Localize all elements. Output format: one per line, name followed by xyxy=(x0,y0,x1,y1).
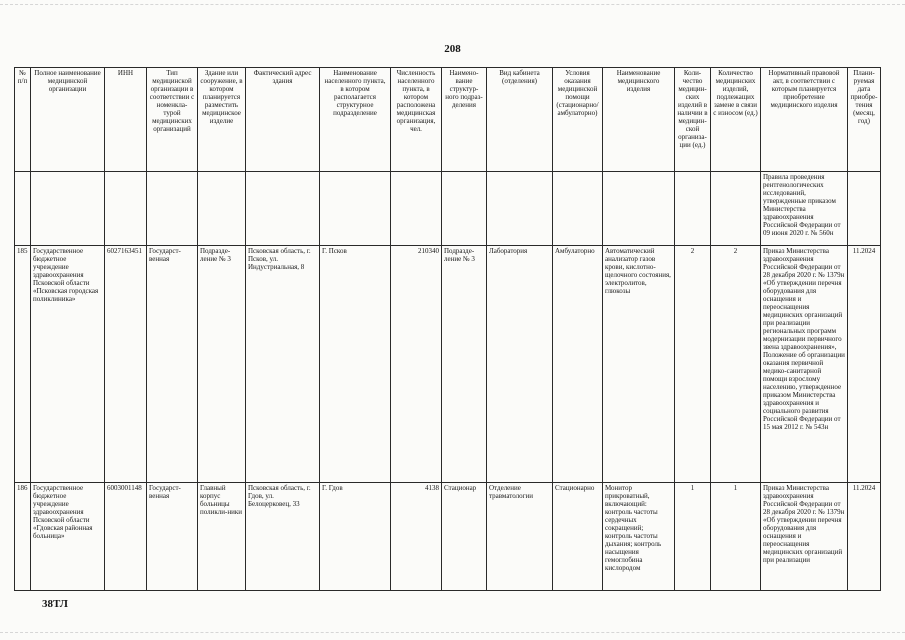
cell-normative-act: Правила проведения рентгенологических исследований, утвержденные приказом Министерства здравоохранения Российской Федерации от 09 июня 2020 г. № 560н xyxy=(761,172,848,246)
cell-settlement: Г. Гдов xyxy=(320,483,391,591)
header-qty-replace: Количество медицинских изделий, подлежащих замене в связи с износом (ед.) xyxy=(711,68,761,172)
cell-type: Государст-венная xyxy=(147,246,198,483)
cell-conditions: Амбулаторно xyxy=(553,246,603,483)
cell-cabinet: Отделение травматологии xyxy=(487,483,553,591)
cell-empty xyxy=(711,172,761,246)
cell-empty xyxy=(391,172,442,246)
header-type: Тип медицинской организации в соответствии с номенкла-турой медицинских организаций xyxy=(147,68,198,172)
cell-device: Монитор прикроватный, включающий: контроль частоты сердечных сокращений; контроль частоты дыхания; контроль насыщения гемоглобина кислородом xyxy=(603,483,675,591)
cell-unit: Стационар xyxy=(442,483,487,591)
scan-edge-bottom xyxy=(0,632,905,633)
page-number: 208 xyxy=(444,43,461,55)
equipment-table xyxy=(14,67,881,591)
cell-conditions: Стационарно xyxy=(553,483,603,591)
header-unit: Наимено-вание структур-ного подраз-деления xyxy=(442,68,487,172)
cell-empty xyxy=(553,172,603,246)
cell-date: 11.2024 xyxy=(848,483,881,591)
cell-qty-replace: 2 xyxy=(711,246,761,483)
cell-qty-replace: 1 xyxy=(711,483,761,591)
cell-org: Государственное бюджетное учреждение здравоохранения Псковской области «Псковская городская поликлиника» xyxy=(31,246,105,483)
table-header-row xyxy=(15,68,881,172)
header-address: Фактический адрес здания xyxy=(246,68,320,172)
cell-address: Псковская область, г. Псков, ул. Индустриальная, 8 xyxy=(246,246,320,483)
cell-org: Государственное бюджетное учреждение здравоохранения Псковской области «Гдовская районная больница» xyxy=(31,483,105,591)
header-inn: ИНН xyxy=(105,68,147,172)
cell-building: Подразде-ление № 3 xyxy=(198,246,246,483)
cell-empty xyxy=(487,172,553,246)
table-row-continuation xyxy=(15,172,881,246)
cell-inn: 6003001148 xyxy=(105,483,147,591)
cell-empty xyxy=(31,172,105,246)
cell-qty-available: 1 xyxy=(675,483,711,591)
cell-unit: Подразде-ление № 3 xyxy=(442,246,487,483)
header-building: Здание или сооружение, в котором планируется разместить медицинское изделие xyxy=(198,68,246,172)
cell-type: Государст-венная xyxy=(147,483,198,591)
cell-num: 185 xyxy=(15,246,31,483)
footer-code: 38ТЛ xyxy=(42,598,68,610)
cell-empty xyxy=(147,172,198,246)
cell-building: Главный корпус больницы поликли-ники xyxy=(198,483,246,591)
table-row xyxy=(15,483,881,591)
cell-device: Автоматический анализатор газов крови, кислотно-щелочного состояния, электролитов, глюкозы xyxy=(603,246,675,483)
cell-population: 210340 xyxy=(391,246,442,483)
scan-edge-top xyxy=(0,4,905,5)
table-row xyxy=(15,246,881,483)
header-normative-act: Нормативный правовой акт, в соответствии с которым планируется приобретение медицинского изделия xyxy=(761,68,848,172)
header-device: Наименование медицинского изделия xyxy=(603,68,675,172)
header-num: № п/п xyxy=(15,68,31,172)
cell-empty xyxy=(848,172,881,246)
cell-settlement: Г. Псков xyxy=(320,246,391,483)
cell-cabinet: Лаборатория xyxy=(487,246,553,483)
header-conditions: Условия оказания медицинской помощи (стационарно/ амбулаторно) xyxy=(553,68,603,172)
cell-inn: 6027163451 xyxy=(105,246,147,483)
cell-empty xyxy=(246,172,320,246)
cell-empty xyxy=(320,172,391,246)
cell-empty xyxy=(442,172,487,246)
cell-population: 4138 xyxy=(391,483,442,591)
cell-normative-act: Приказ Министерства здравоохранения Российской Федерации от 28 декабря 2020 г. № 1379н «Об утверждении перечня оборудования для оснащения и переоснащения медицинских организаций при реализации xyxy=(761,483,848,591)
header-org: Полное наименование медицинской организации xyxy=(31,68,105,172)
cell-qty-available: 2 xyxy=(675,246,711,483)
cell-date: 11.2024 xyxy=(848,246,881,483)
header-cabinet: Вид кабинета (отделения) xyxy=(487,68,553,172)
cell-empty xyxy=(15,172,31,246)
cell-empty xyxy=(675,172,711,246)
cell-empty xyxy=(603,172,675,246)
cell-address: Псковская область, г. Гдов, ул. Белоцерковец, 33 xyxy=(246,483,320,591)
header-date: Плани-руемая дата приобре-тения (месяц, год) xyxy=(848,68,881,172)
cell-num: 186 xyxy=(15,483,31,591)
cell-empty xyxy=(105,172,147,246)
header-population: Численность населенного пункта, в котором расположена медицинская организация, чел. xyxy=(391,68,442,172)
header-qty-available: Коли-чество медицин-ских изделий в наличии в медицин-ской организа-ции (ед.) xyxy=(675,68,711,172)
header-settlement: Наименование населенного пункта, в котором располагается структурное подразделение xyxy=(320,68,391,172)
cell-empty xyxy=(198,172,246,246)
cell-normative-act: Приказ Министерства здравоохранения Российской Федерации от 28 декабря 2020 г. № 1379н «Об утверждении перечня оборудования для оснащения и переоснащения медицинских организаций при реализации региональных программ модернизации первичного звена здравоохранения», Положение об организации оказания первичной медико-санитарной помощи взрослому населению, утвержденное приказом Министерства здравоохранения и социального развития Российской Федерации от 15 мая 2012 г. № 543н xyxy=(761,246,848,483)
